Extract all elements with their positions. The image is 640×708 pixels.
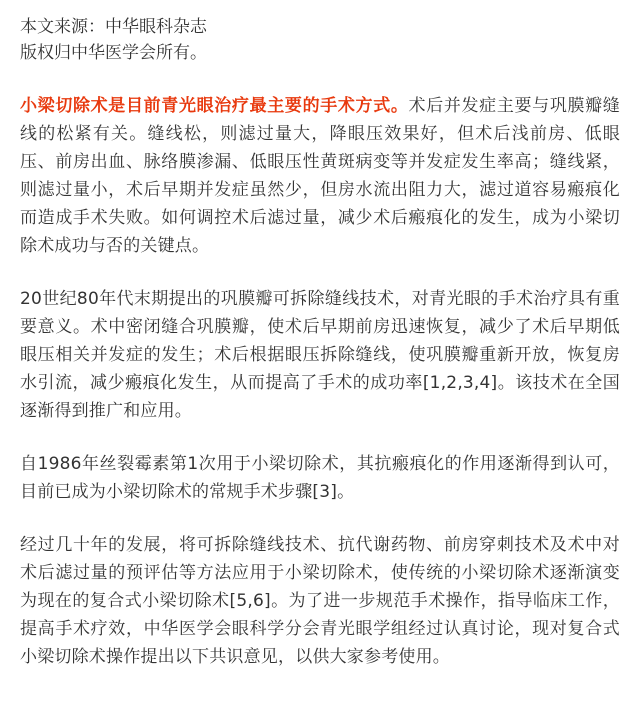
paragraph-1 [20,92,620,260]
paragraph-text: 经过几十年的发展，将可拆除缝线技术、抗代谢药物、前房穿刺技术及术中对术后滤过量的预评估等方法应用于小梁切除术，使传统的小梁切除术逐渐演变为现在的复合式小梁切除术[5,6]。为了进一步规范手术操作，指导临床工作，提高手术疗效，中华医学会眼科学分会青光眼学组经过认真讨论，现对复合式小梁切除术操作提出以下共识意见，以供大家参考使用。 [20,535,620,667]
paragraph-4 [20,531,620,671]
paragraph-2 [20,285,620,425]
paragraph-3 [20,450,620,506]
source-line: 本文来源：中华眼科杂志 [20,17,207,37]
copyright-line: 版权归中华医学会所有。 [20,43,207,63]
paragraph-text: 20世纪80年代末期提出的巩膜瓣可拆除缝线技术，对青光眼的手术治疗具有重要意义。术中密闭缝合巩膜瓣，使术后早期前房迅速恢复，减少了术后早期低眼压相关并发症的发生；术后根据眼压拆除缝线，使巩膜瓣重新开放，恢复房水引流，减少瘢痕化发生，从而提高了手术的成功率[1,2,3,4]。该技术在全国逐渐得到推广和应用。 [20,289,620,421]
paragraph-text: 自1986年丝裂霉素第1次用于小梁切除术，其抗瘢痕化的作用逐渐得到认可，目前已成为小梁切除术的常规手术步骤[3]。 [20,454,620,502]
source-block [20,14,620,66]
highlight-sentence: 小梁切除术是目前青光眼治疗最主要的手术方式。 [20,96,409,116]
article-body [20,92,620,671]
paragraph-text: 术后并发症主要与巩膜瓣缝线的松紧有关。缝线松，则滤过量大，降眼压效果好，但术后浅前房、低眼压、前房出血、脉络膜渗漏、低眼压性黄斑病变等并发症发生率高；缝线紧，则滤过量小，术后早期并发症虽然少，但房水流出阻力大，滤过道容易瘢痕化而造成手术失败。如何调控术后滤过量，减少术后瘢痕化的发生，成为小梁切除术成功与否的关键点。 [20,96,620,256]
